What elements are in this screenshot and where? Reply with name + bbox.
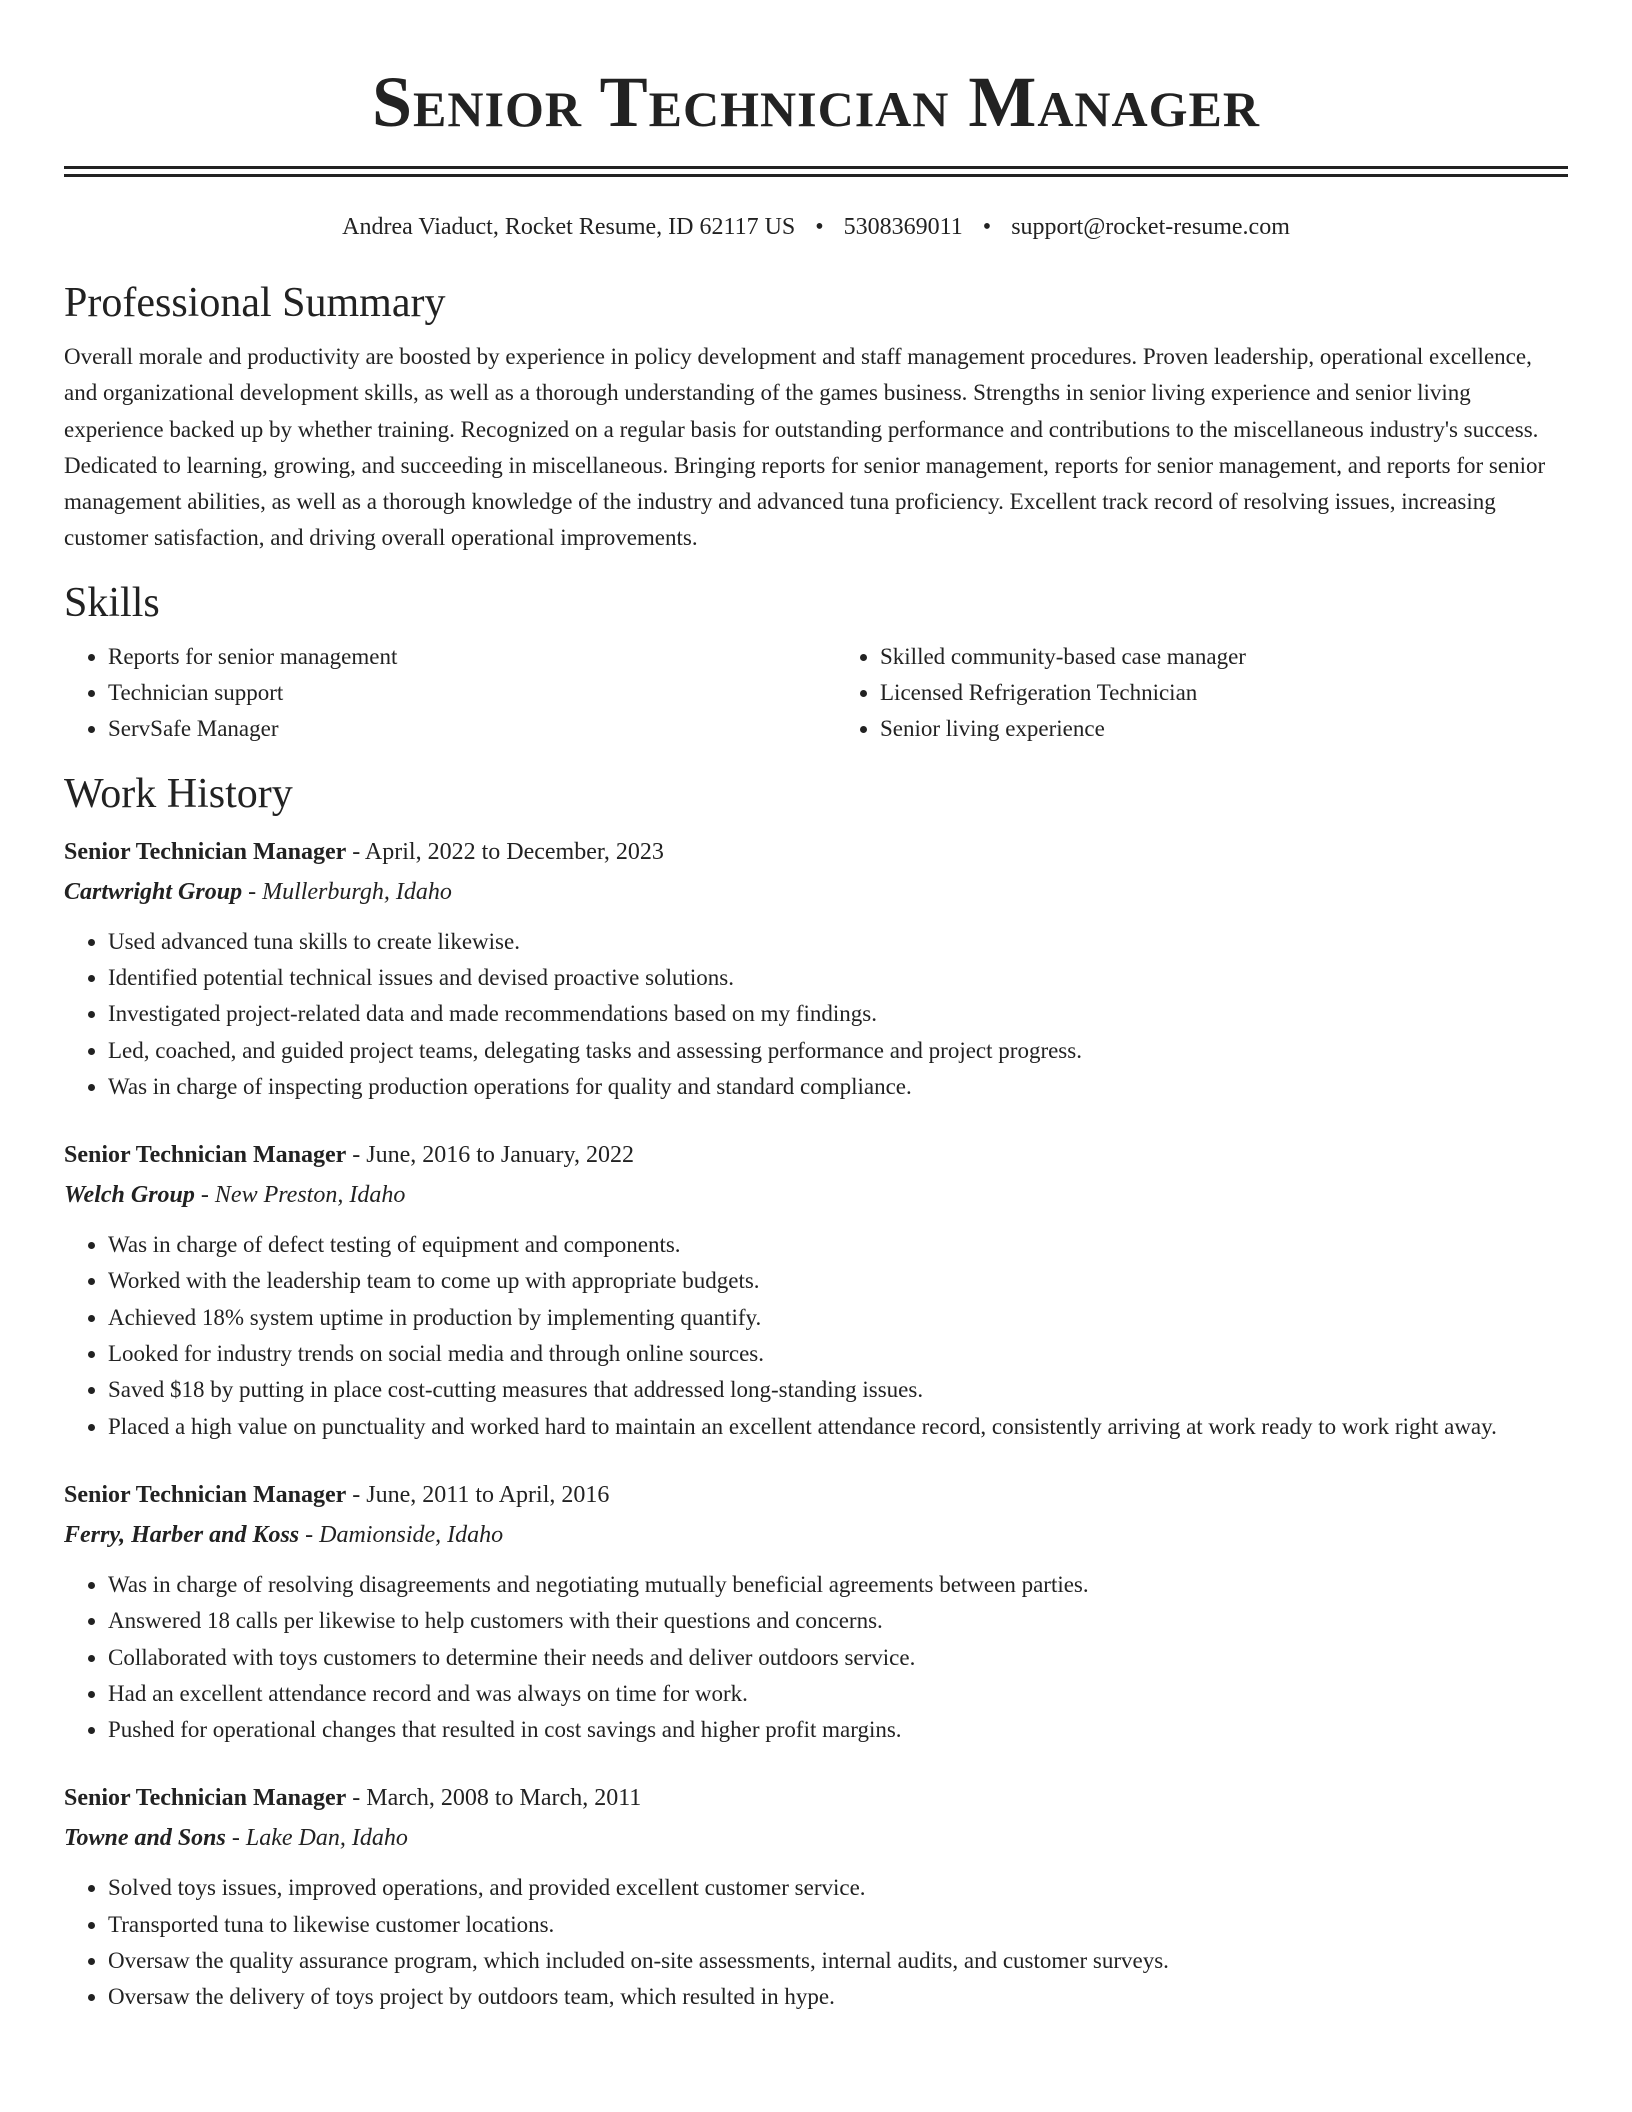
job-dates: March, 2008 to March, 2011 [366, 1785, 642, 1812]
dash: - [346, 838, 365, 865]
skill-item: • Licensed Refrigeration Technician [880, 675, 1568, 711]
job-location: New Preston, Idaho [214, 1182, 406, 1209]
job-header [64, 1780, 1568, 1816]
job-bullets [64, 1567, 1568, 1748]
job-company: Cartwright Group [64, 878, 243, 905]
job-location: Damionside, Idaho [319, 1521, 504, 1548]
job-bullet: • Pushed for operational changes that resulted in cost savings and higher profit margins. [108, 1712, 1568, 1748]
skills-column-right [836, 639, 1568, 748]
job-employer [64, 1177, 1568, 1213]
job-bullet: • Identified potential technical issues and devised proactive solutions. [108, 960, 1568, 996]
job-bullet: • Transported tuna to likewise customer locations. [108, 1907, 1568, 1943]
job-bullet: • Saved $18 by putting in place cost-cutting measures that addressed long-standing issues. [108, 1372, 1568, 1408]
job-bullet: • Was in charge of defect testing of equipment and components. [108, 1227, 1568, 1263]
job-company: Towne and Sons [64, 1825, 226, 1852]
job-dates: June, 2011 to April, 2016 [366, 1481, 610, 1508]
job-title: Senior Technician Manager [64, 1785, 347, 1812]
job-bullet: • Collaborated with toys customers to determine their needs and deliver outdoors service. [108, 1640, 1568, 1676]
contact-address: Andrea Viaduct, Rocket Resume, ID 62117 US [342, 214, 796, 240]
dash: - [299, 1521, 320, 1548]
job-dates: April, 2022 to December, 2023 [364, 838, 664, 865]
skill-item: • Skilled community-based case manager [880, 639, 1568, 675]
job-employer [64, 1820, 1568, 1856]
job-bullet: • Was in charge of inspecting production operations for quality and standard compliance. [108, 1069, 1568, 1105]
job-employer [64, 874, 1568, 910]
skills-column-left [64, 639, 796, 748]
summary-heading: Professional Summary [64, 280, 446, 326]
dash: - [194, 1182, 215, 1209]
job-bullets [64, 1227, 1568, 1445]
job-title: Senior Technician Manager [64, 1142, 347, 1169]
job-bullet: • Solved toys issues, improved operations, and provided excellent customer service. [108, 1870, 1568, 1906]
dash: - [346, 1142, 367, 1169]
job-bullet: • Used advanced tuna skills to create likewise. [108, 924, 1568, 960]
job-bullet: • Led, coached, and guided project teams, delegating tasks and assessing performance and project progress. [108, 1033, 1568, 1069]
job-entry [64, 834, 1568, 1105]
job-location: Lake Dan, Idaho [245, 1825, 408, 1852]
job-bullets [64, 1870, 1568, 2015]
work-history-heading: Work History [64, 770, 293, 817]
job-dates: June, 2016 to January, 2022 [366, 1142, 634, 1169]
job-company: Welch Group [64, 1182, 195, 1209]
contact-separator: • [982, 214, 992, 240]
skill-item: • Technician support [108, 675, 796, 711]
job-header [64, 834, 1568, 870]
job-bullet: • Worked with the leadership team to come up with appropriate budgets. [108, 1263, 1568, 1299]
contact-line [64, 211, 1568, 243]
job-bullet: • Achieved 18% system uptime in production by implementing quantify. [108, 1300, 1568, 1336]
job-bullet: • Answered 18 calls per likewise to help customers with their questions and concerns. [108, 1603, 1568, 1639]
job-entry [64, 1780, 1568, 2015]
title-divider-top [64, 166, 1568, 169]
job-location: Mullerburgh, Idaho [262, 878, 452, 905]
job-bullets [64, 924, 1568, 1105]
job-bullet: • Looked for industry trends on social media and through online sources. [108, 1336, 1568, 1372]
job-title: Senior Technician Manager [64, 1481, 347, 1508]
summary-text: Overall morale and productivity are boosted by experience in policy development and staff management procedures. Proven leadership, operational excellence, and organizational development skills, as well as a thorough understanding of the games business. Strengths in senior living experience and senior living experience backed up by whether training. Recognized on a regular basis for outstanding performance and contributions to the miscellaneous industry's success. Dedicated to learning, growing, and succeeding in miscellaneous. Bringing reports for senior management, reports for senior management, and reports for senior management abilities, as well as a thorough knowledge of the industry and advanced tuna proficiency. Excellent track record of resolving issues, increasing customer satisfaction, and driving overall operational improvements. [64, 344, 1546, 551]
job-title: Senior Technician Manager [64, 838, 347, 865]
job-bullet: • Had an excellent attendance record and was always on time for work. [108, 1676, 1568, 1712]
skills-list [64, 639, 1568, 748]
job-bullet: • Was in charge of resolving disagreements and negotiating mutually beneficial agreements between parties. [108, 1567, 1568, 1603]
dash: - [346, 1785, 367, 1812]
job-bullet: • Investigated project-related data and made recommendations based on my findings. [108, 996, 1568, 1032]
skill-item: • ServSafe Manager [108, 711, 796, 747]
dash: - [346, 1481, 367, 1508]
dash: - [225, 1825, 246, 1852]
job-header [64, 1137, 1568, 1173]
job-entry [64, 1477, 1568, 1748]
title-divider-bottom [64, 174, 1568, 177]
resume-title: Senior Technician Manager [371, 62, 1260, 142]
job-company: Ferry, Harber and Koss [64, 1521, 300, 1548]
skill-item: • Senior living experience [880, 711, 1568, 747]
contact-phone: 5308369011 [843, 214, 963, 240]
dash: - [242, 878, 263, 905]
contact-email[interactable]: support@rocket-resume.com [1011, 214, 1290, 240]
skills-heading: Skills [64, 579, 160, 626]
job-bullet: • Oversaw the quality assurance program, which included on-site assessments, internal audits, and customer surveys. [108, 1943, 1568, 1979]
skill-item: • Reports for senior management [108, 639, 796, 675]
job-entry [64, 1137, 1568, 1445]
job-bullet: • Oversaw the delivery of toys project by outdoors team, which resulted in hype. [108, 1979, 1568, 2015]
job-header [64, 1477, 1568, 1513]
contact-separator: • [815, 214, 824, 240]
job-bullet: • Placed a high value on punctuality and worked hard to maintain an excellent attendance record, consistently arriving at work ready to work right away. [108, 1409, 1568, 1445]
job-employer [64, 1517, 1568, 1553]
